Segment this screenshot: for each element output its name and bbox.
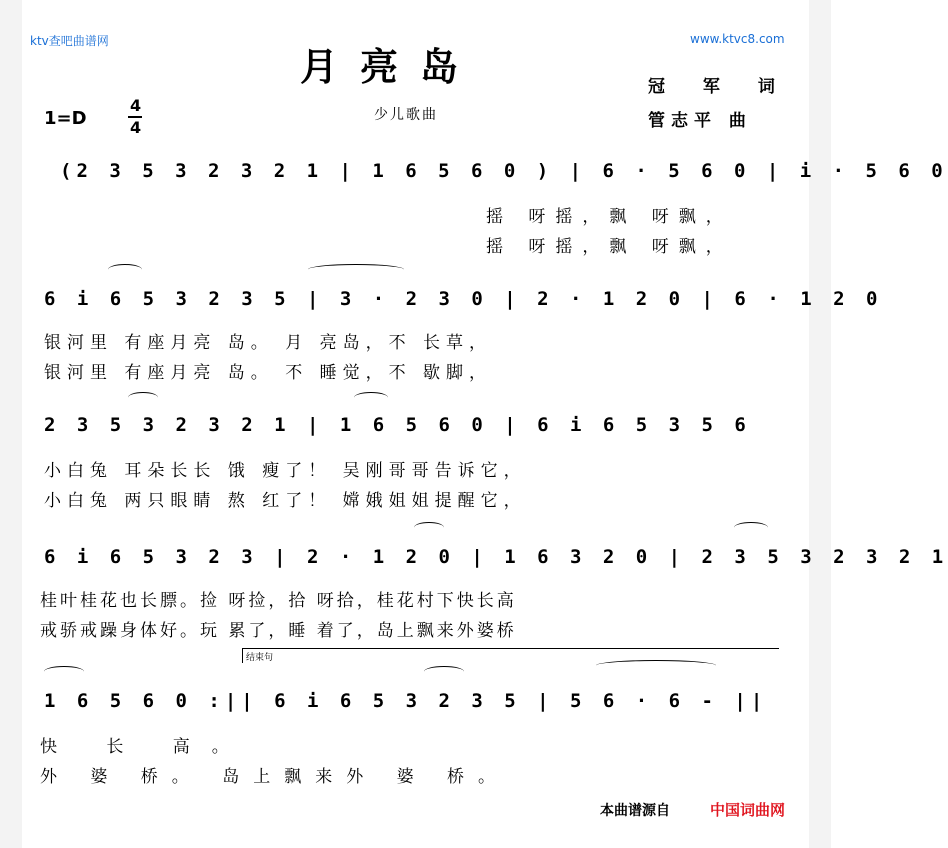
slur-mark (414, 522, 444, 533)
slur-mark (308, 264, 404, 275)
time-signature-bottom: 4 (130, 118, 142, 137)
row-1-lyric-2: 摇 呀摇，飘 呀飘， (486, 237, 733, 257)
slur-mark (596, 660, 716, 671)
row-4-notes: 6 i 6 5 3 2 3 | 2 · 1 2 0 | 1 6 3 2 0 | 2 3 5 3 2 3 2 1 (44, 546, 948, 568)
right-border-strip (809, 0, 831, 848)
ending-section-label: 结束句 (242, 648, 779, 663)
row-2-lyric-2: 银河里 有座月亮 岛。 不 睡觉，不 歇脚， (44, 363, 493, 383)
row-3-lyric-2: 小白兔 两只眼睛 熬 红了！ 嫦娥姐姐提醒它， (44, 491, 527, 511)
row-5-lyric-2: 外 婆 桥。 岛上飘来外 婆 桥。 (40, 767, 510, 787)
row-5-lyric-1: 快 长 高。 (40, 737, 251, 757)
row-3-notes: 2 3 5 3 2 3 2 1 | 1 6 5 6 0 | 6 i 6 5 3 5 6 (44, 414, 751, 436)
composer-credit: 管志平 曲 (648, 111, 752, 131)
row-4-lyric-1: 桂叶桂花也长膘。捡 呀捡，拾 呀拾，桂花村下快长高 (40, 591, 517, 611)
genre-label: 少儿歌曲 (374, 107, 438, 123)
lyricist-credit: 冠 军 词 (648, 77, 791, 97)
source-label: 本曲谱源自 (600, 803, 670, 819)
slur-mark (128, 392, 158, 403)
slur-mark (354, 392, 388, 403)
slur-mark (424, 666, 464, 677)
time-signature-top: 4 (130, 96, 142, 115)
row-1-lyric-1: 摇 呀摇，飘 呀飘， (486, 207, 733, 227)
left-border-strip (0, 0, 22, 848)
slur-mark (734, 522, 768, 533)
site-link-left[interactable]: ktv查吧曲谱网 (30, 34, 109, 48)
row-4-lyric-2: 戒骄戒躁身体好。玩 累了，睡 着了，岛上飘来外婆桥 (40, 621, 517, 641)
row-5-notes: 1 6 5 6 0 :|| 6 i 6 5 3 2 3 5 | 5 6 · 6 - || (44, 690, 768, 712)
row-2-notes: 6 i 6 5 3 2 3 5 | 3 · 2 3 0 | 2 · 1 2 0 | 6 · 1 2 0 (44, 288, 883, 310)
source-site-link[interactable]: 中国词曲网 (710, 801, 786, 819)
row-2-lyric-1: 银河里 有座月亮 岛。 月 亮岛，不 长草， (44, 333, 493, 353)
song-title: 月亮岛 (300, 45, 481, 89)
row-1-notes: (2 3 5 3 2 3 2 1 | 1 6 5 6 0 ) | 6 · 5 6 0 | i · 5 6 0 (60, 160, 948, 182)
row-3-lyric-1: 小白兔 耳朵长长 饿 瘦了！ 吴刚哥哥告诉它， (44, 461, 527, 481)
site-link-right[interactable]: www.ktvc8.com (690, 32, 785, 46)
slur-mark (108, 264, 142, 275)
key-signature: 1=D (44, 108, 87, 129)
slur-mark (44, 666, 84, 677)
